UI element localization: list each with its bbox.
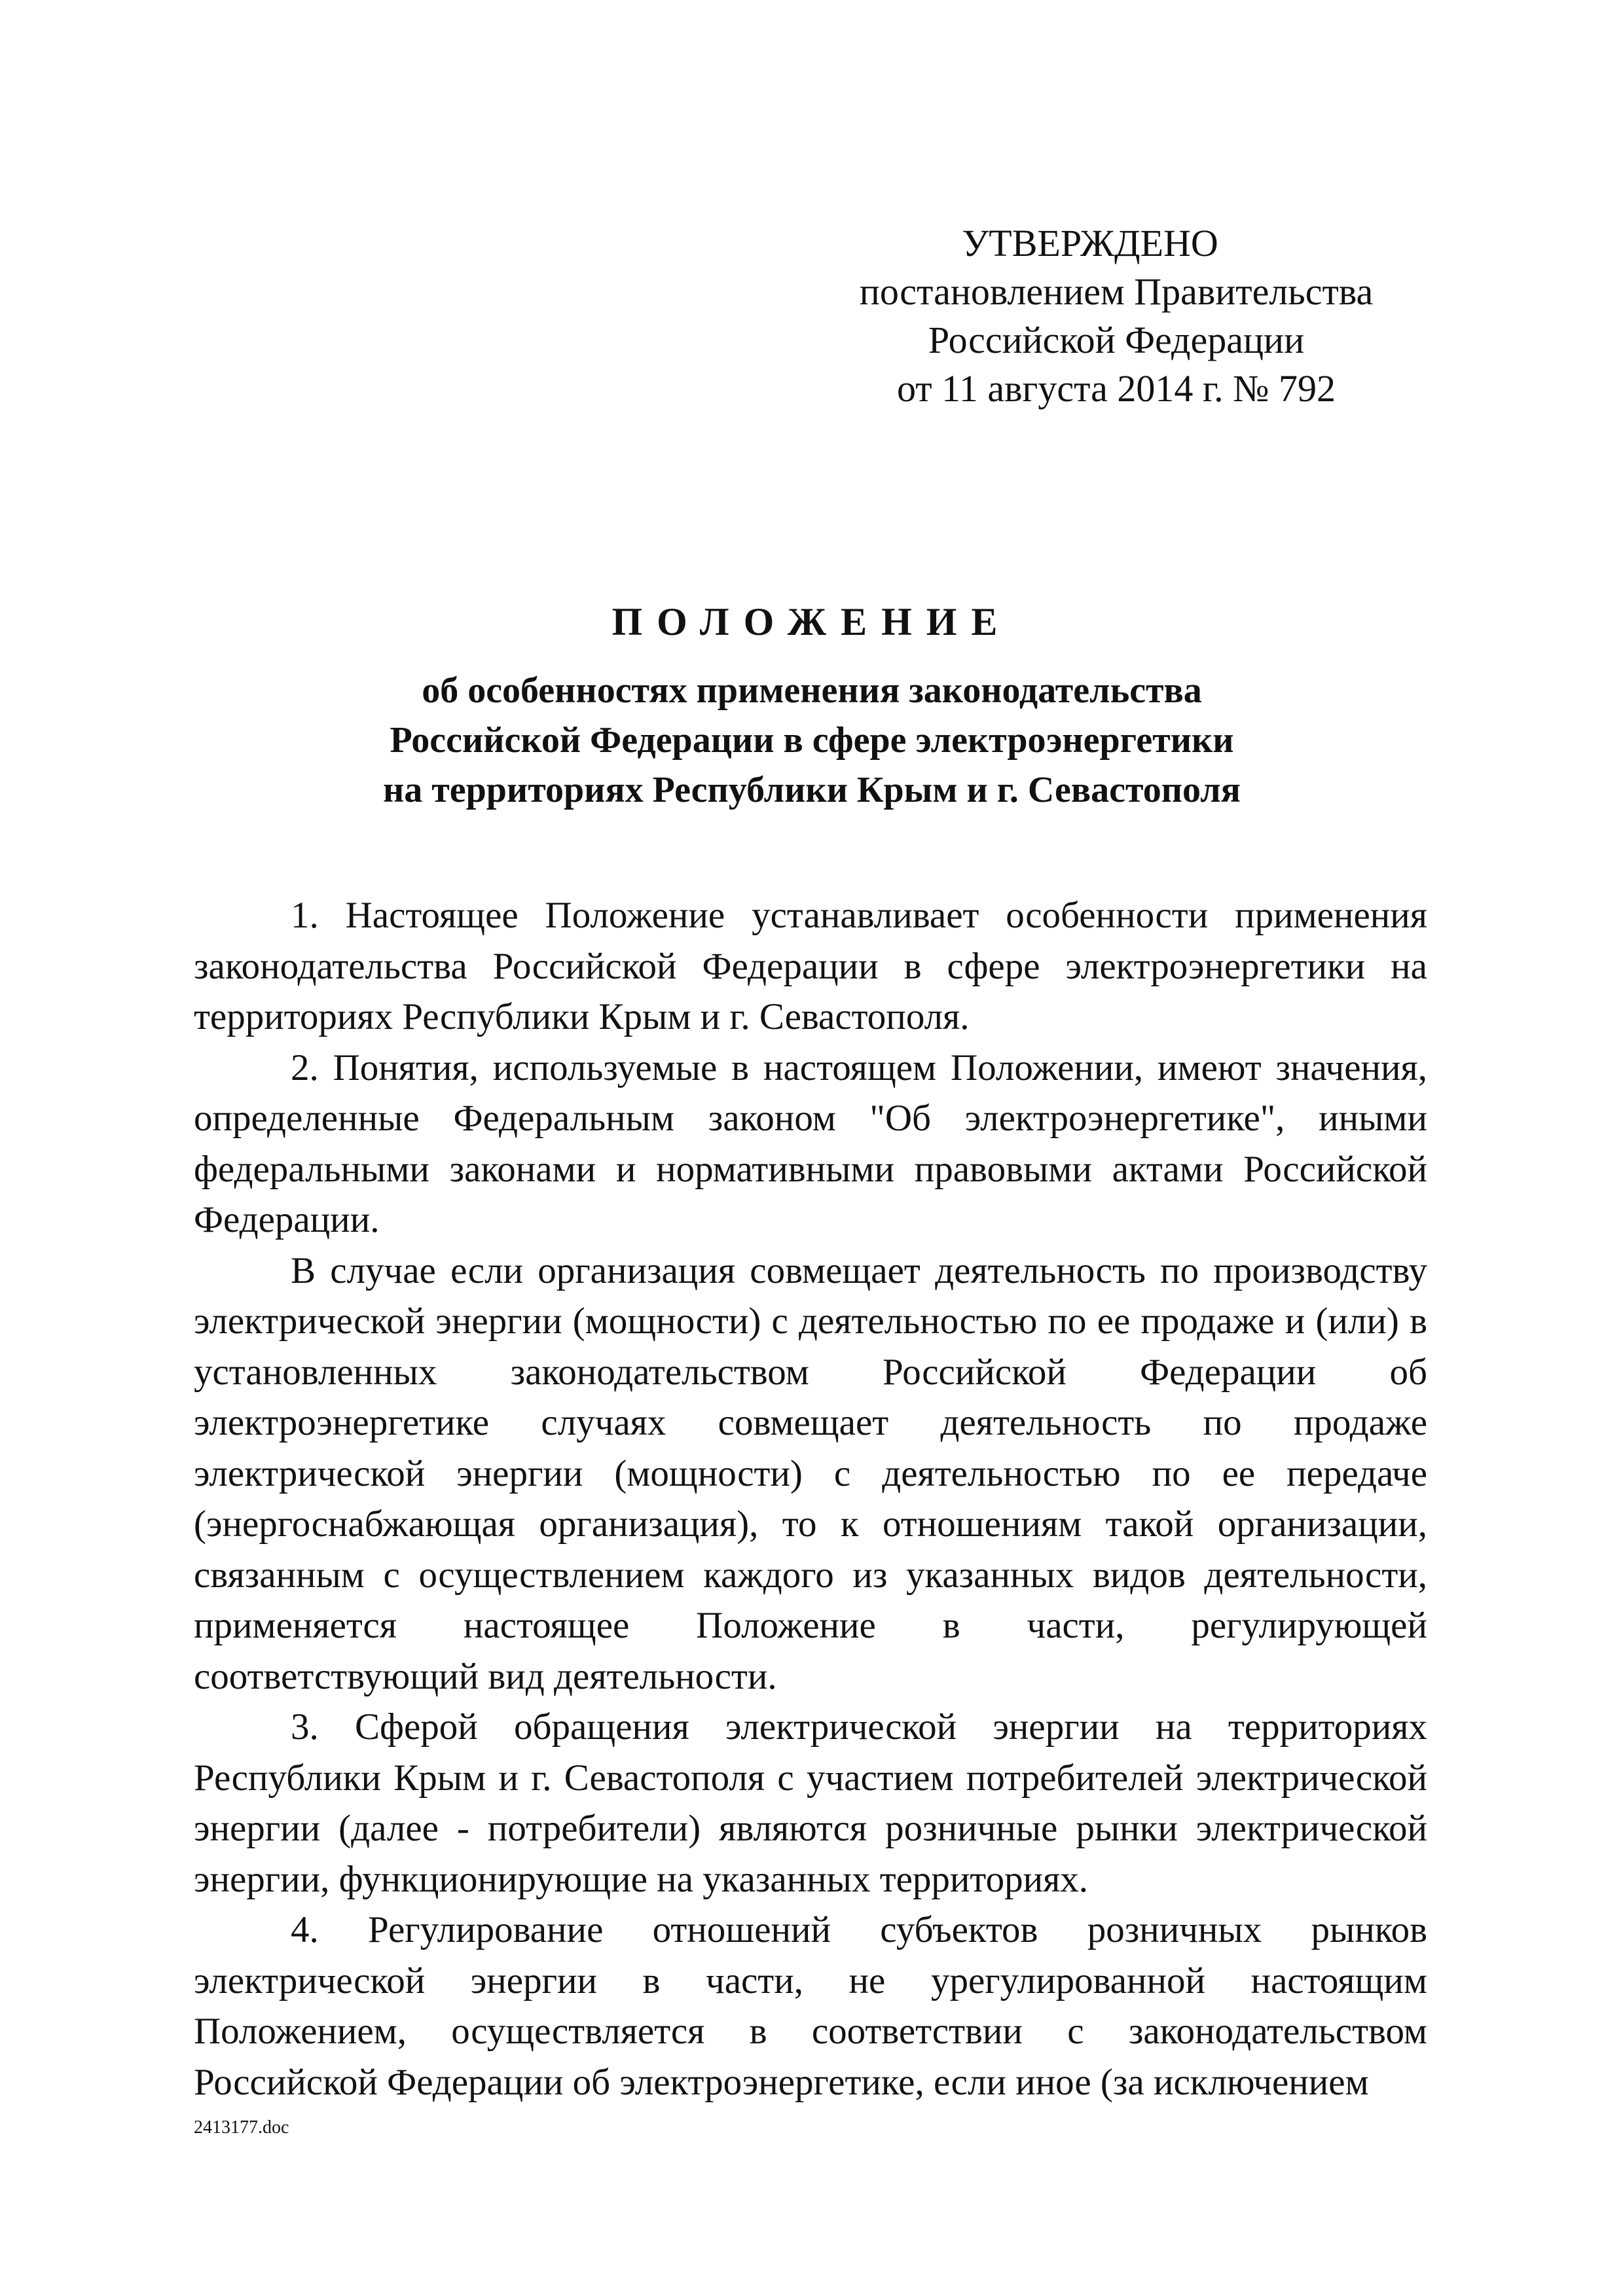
document-heading xyxy=(196,592,1427,815)
paragraph-2: 2. Понятия, используемые в настоящем Положении, имеют значения, определенные Федеральным законом "Об электроэнергетике", иными федеральными законами и нормативными правовыми актами Российской Федерации. xyxy=(194,1047,1427,1240)
footer-file-name: 2413177.doc xyxy=(194,2117,289,2138)
document-subtitle-line-3: на территориях Республики Крым и г. Севастополя xyxy=(383,770,1241,810)
approval-act: постановлением Правительства xyxy=(859,270,1374,313)
paragraph-3: 3. Сферой обращения электрической энергии на территориях Республики Крым и г. Севастополя с участием потребителей электрической энергии (далее - потребители) являются розничные рынки электрической энергии, функционирующие на указанных территориях. xyxy=(194,1706,1427,1900)
approval-stamp xyxy=(812,219,1388,413)
approval-title: УТВЕРЖДЕНО xyxy=(962,222,1218,264)
approval-authority: Российской Федерации xyxy=(928,319,1305,361)
paragraph-2-continued: В случае если организация совмещает деятельность по производству электрической энергии (мощности) с деятельностью по ее продаже и (или) в установленных законодательством Российской Федерации об электроэнергетике случаях совмещает деятельность по продаже электрической энергии (мощности) с деятельностью по ее передаче (энергоснабжающая организация), то к отношениям такой организации, связанным с осуществлением каждого из указанных видов деятельности, применяется настоящее Положение в части, регулирующей соответствующий вид деятельности. xyxy=(194,1249,1427,1697)
paragraph-1: 1. Настоящее Положение устанавливает особенности применения законодательства Российской Федерации в сфере электроэнергетики на территориях Республики Крым и г. Севастополя. xyxy=(194,895,1427,1037)
document-subtitle-line-2: Российской Федерации в сфере электроэнергетики xyxy=(390,720,1234,761)
document-subtitle-line-1: об особенностях применения законодательства xyxy=(422,670,1202,711)
approval-date-number: от 11 августа 2014 г. № 792 xyxy=(897,367,1336,410)
document-body xyxy=(194,890,1427,2108)
paragraph-4: 4. Регулирование отношений субъектов розничных рынков электрической энергии в части, не урегулированной настоящим Положением, осуществляется в соответствии с законодательством Российской Федерации об электроэнергетике, если иное (за исключением xyxy=(194,1909,1427,2103)
document-title: ПОЛОЖЕНИЕ xyxy=(611,600,1012,643)
